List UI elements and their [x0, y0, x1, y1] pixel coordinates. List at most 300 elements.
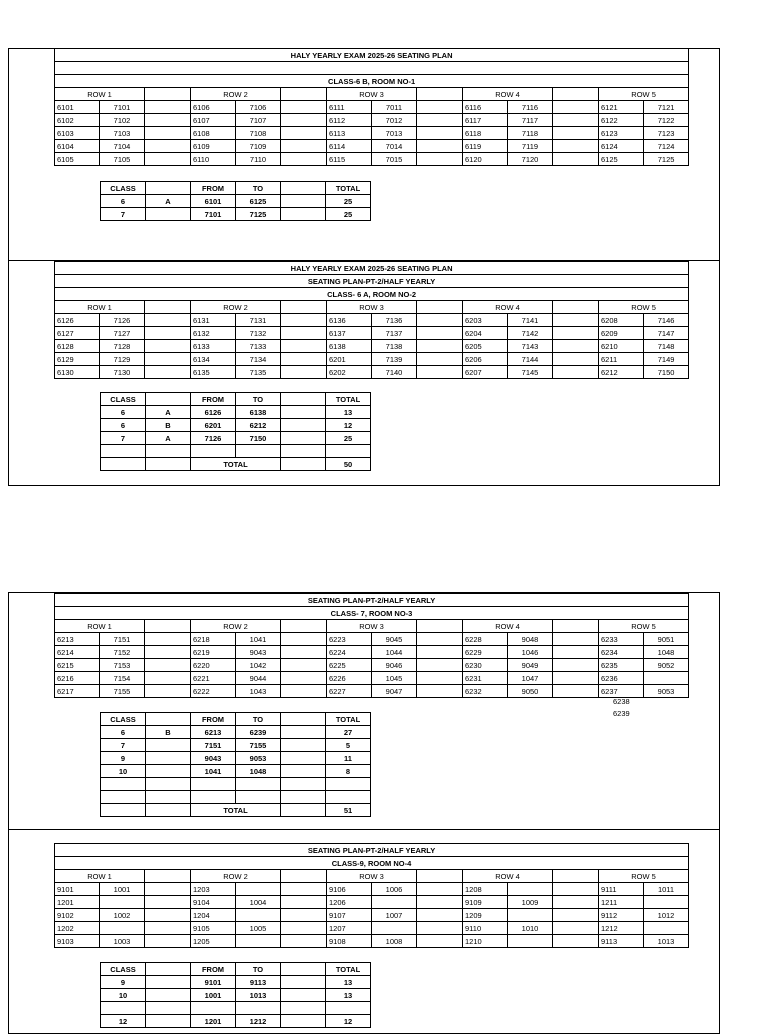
seat-cell: 6234	[599, 646, 644, 659]
summary-cell: 13	[326, 406, 371, 419]
seat-cell	[281, 646, 327, 659]
summary-header	[101, 182, 371, 195]
seat-cell	[553, 327, 599, 340]
seat-cell	[417, 685, 463, 698]
summary-cell	[281, 406, 326, 419]
summary-header-cell	[281, 393, 326, 406]
summary-row	[101, 208, 371, 221]
summary-cell: 6138	[236, 406, 281, 419]
seat-cell: 6208	[599, 314, 644, 327]
plan-title: CLASS- 7, ROOM NO-3	[55, 607, 689, 620]
gap-cell	[281, 88, 327, 101]
seat-cell	[417, 659, 463, 672]
seat-cell: 7131	[236, 314, 281, 327]
seat-cell: 6108	[191, 127, 236, 140]
summary-table	[100, 962, 371, 1028]
seat-cell: 6224	[327, 646, 372, 659]
seat-cell: 7133	[236, 340, 281, 353]
seat-cell: 6206	[463, 353, 508, 366]
summary-total-label: TOTAL	[191, 458, 281, 471]
seat-cell: 7136	[372, 314, 417, 327]
summary-cell: 10	[101, 989, 146, 1002]
summary-cell	[236, 778, 281, 791]
seat-cell: 1045	[372, 672, 417, 685]
plan-title: SEATING PLAN-PT-2/HALF YEARLY	[55, 275, 689, 288]
seat-cell	[417, 646, 463, 659]
seat-cell: 6110	[191, 153, 236, 166]
seat-cell: 7126	[100, 314, 145, 327]
seat-cell	[145, 935, 191, 948]
seat-row	[55, 127, 689, 140]
seat-cell: 1001	[100, 883, 145, 896]
seat-cell: 7127	[100, 327, 145, 340]
seat-cell: 9111	[599, 883, 644, 896]
gap-cell	[281, 870, 327, 883]
row-header: ROW 4	[463, 301, 553, 314]
summary-row	[101, 989, 371, 1002]
seat-cell: 6106	[191, 101, 236, 114]
seat-cell	[553, 935, 599, 948]
summary-cell: 6101	[191, 195, 236, 208]
seat-cell: 9045	[372, 633, 417, 646]
summary-row	[101, 752, 371, 765]
seat-cell: 6126	[55, 314, 100, 327]
plan-title-row	[55, 607, 689, 620]
seat-cell: 7108	[236, 127, 281, 140]
summary-header-cell	[146, 182, 191, 195]
seat-cell: 7109	[236, 140, 281, 153]
summary-cell: 7	[101, 739, 146, 752]
row-header: ROW 3	[327, 870, 417, 883]
plan-title-row	[55, 49, 689, 62]
seat-cell	[553, 633, 599, 646]
summary-header-cell: CLASS	[101, 963, 146, 976]
seat-cell: 7146	[644, 314, 689, 327]
seat-cell: 7130	[100, 366, 145, 379]
summary-row	[101, 432, 371, 445]
summary-cell: 7126	[191, 432, 236, 445]
seat-row	[55, 685, 689, 698]
seat-cell	[553, 153, 599, 166]
seat-cell: 7120	[508, 153, 553, 166]
seat-cell	[417, 140, 463, 153]
seat-row	[55, 101, 689, 114]
summary-cell	[191, 1002, 236, 1015]
seat-cell	[145, 140, 191, 153]
row-header: ROW 2	[191, 870, 281, 883]
seat-cell	[236, 883, 281, 896]
seat-cell: 7155	[100, 685, 145, 698]
seat-cell: 1043	[236, 685, 281, 698]
summary-cell	[236, 1002, 281, 1015]
seat-cell: 7116	[508, 101, 553, 114]
row-header: ROW 2	[191, 301, 281, 314]
seat-cell	[417, 922, 463, 935]
seat-cell	[553, 883, 599, 896]
seat-row	[55, 646, 689, 659]
seat-cell	[553, 646, 599, 659]
summary-cell: 9	[101, 976, 146, 989]
seat-cell: 7141	[508, 314, 553, 327]
seat-cell: 7144	[508, 353, 553, 366]
seat-cell	[417, 153, 463, 166]
row-header-line	[55, 870, 689, 883]
seat-cell	[281, 672, 327, 685]
summary-cell	[281, 419, 326, 432]
seat-cell: 7013	[372, 127, 417, 140]
seat-cell	[145, 922, 191, 935]
seat-cell	[281, 101, 327, 114]
seat-cell: 1204	[191, 909, 236, 922]
summary-cell	[101, 445, 146, 458]
summary-cell: A	[146, 195, 191, 208]
summary-cell: 9	[101, 752, 146, 765]
seat-cell	[417, 896, 463, 909]
summary-row	[101, 1015, 371, 1028]
seat-cell: 6132	[191, 327, 236, 340]
row-header: ROW 2	[191, 620, 281, 633]
row-header: ROW 5	[599, 620, 689, 633]
summary-row	[101, 406, 371, 419]
seat-cell	[553, 672, 599, 685]
seat-cell: 7106	[236, 101, 281, 114]
seat-cell	[145, 883, 191, 896]
seat-cell: 6117	[463, 114, 508, 127]
seat-cell: 1211	[599, 896, 644, 909]
seat-cell: 6118	[463, 127, 508, 140]
seat-cell	[145, 101, 191, 114]
seat-cell: 6229	[463, 646, 508, 659]
seat-cell: 6207	[463, 366, 508, 379]
summary-cell: 9101	[191, 976, 236, 989]
seat-cell: 6220	[191, 659, 236, 672]
seat-cell: 6107	[191, 114, 236, 127]
row-header-line	[55, 88, 689, 101]
seat-cell: 6222	[191, 685, 236, 698]
seat-cell: 6115	[327, 153, 372, 166]
seat-cell	[553, 896, 599, 909]
seat-cell: 7128	[100, 340, 145, 353]
seat-cell: 7121	[644, 101, 689, 114]
summary-cell	[146, 778, 191, 791]
seat-cell: 9051	[644, 633, 689, 646]
seat-cell: 9107	[327, 909, 372, 922]
seat-cell: 6217	[55, 685, 100, 698]
summary-total-row	[101, 804, 371, 817]
seat-row	[55, 340, 689, 353]
seat-cell	[145, 633, 191, 646]
summary-cell: 1041	[191, 765, 236, 778]
seat-cell: 6226	[327, 672, 372, 685]
seat-cell: 6130	[55, 366, 100, 379]
seat-cell: 7142	[508, 327, 553, 340]
seat-cell: 7132	[236, 327, 281, 340]
seat-cell	[644, 922, 689, 935]
summary-cell: 12	[101, 1015, 146, 1028]
seat-cell: 6135	[191, 366, 236, 379]
summary-cell	[281, 765, 326, 778]
seat-cell: 6231	[463, 672, 508, 685]
seat-cell: 6210	[599, 340, 644, 353]
seat-cell	[508, 883, 553, 896]
row-header: ROW 1	[55, 870, 145, 883]
summary-cell: 1013	[236, 989, 281, 1002]
seat-cell	[417, 327, 463, 340]
seat-cell: 1007	[372, 909, 417, 922]
seat-row	[55, 935, 689, 948]
summary-cell: 12	[326, 419, 371, 432]
seat-cell: 7150	[644, 366, 689, 379]
seat-cell	[145, 646, 191, 659]
seat-cell	[508, 909, 553, 922]
seat-row	[55, 672, 689, 685]
seat-cell	[145, 353, 191, 366]
summary-cell: 11	[326, 752, 371, 765]
seat-cell	[417, 633, 463, 646]
seat-cell	[644, 896, 689, 909]
seat-cell: 1202	[55, 922, 100, 935]
seat-cell: 7105	[100, 153, 145, 166]
seat-cell	[281, 909, 327, 922]
seat-cell	[145, 327, 191, 340]
summary-cell: 7125	[236, 208, 281, 221]
summary-table	[100, 181, 371, 221]
seat-cell: 6104	[55, 140, 100, 153]
row-header: ROW 1	[55, 301, 145, 314]
seat-cell: 1206	[327, 896, 372, 909]
summary-cell	[281, 739, 326, 752]
plan-title-row	[55, 75, 689, 88]
seat-cell: 7011	[372, 101, 417, 114]
seat-cell	[281, 340, 327, 353]
gap-cell	[145, 301, 191, 314]
summary-cell: 1201	[191, 1015, 236, 1028]
seat-row	[55, 883, 689, 896]
summary-cell: 25	[326, 208, 371, 221]
seat-cell: 6204	[463, 327, 508, 340]
seat-cell	[281, 114, 327, 127]
summary-row	[101, 726, 371, 739]
seating-grid	[54, 48, 689, 166]
seat-cell: 6133	[191, 340, 236, 353]
summary-cell	[281, 1015, 326, 1028]
seat-cell: 6131	[191, 314, 236, 327]
gap-cell	[281, 301, 327, 314]
seat-cell: 7124	[644, 140, 689, 153]
summary-cell: 13	[326, 989, 371, 1002]
row-header: ROW 3	[327, 88, 417, 101]
seat-cell: 7123	[644, 127, 689, 140]
summary-cell: 7	[101, 208, 146, 221]
summary-header-cell: TO	[236, 963, 281, 976]
summary-cell	[281, 989, 326, 1002]
summary-header-cell: FROM	[191, 393, 236, 406]
row-header: ROW 3	[327, 620, 417, 633]
seat-row	[55, 633, 689, 646]
seat-cell: 9052	[644, 659, 689, 672]
plan-title-row	[55, 275, 689, 288]
seat-cell: 1046	[508, 646, 553, 659]
seat-cell: 9050	[508, 685, 553, 698]
summary-cell	[236, 445, 281, 458]
summary-cell	[101, 778, 146, 791]
seat-cell: 6218	[191, 633, 236, 646]
summary-cell	[146, 1015, 191, 1028]
seat-cell	[553, 127, 599, 140]
seat-row	[55, 896, 689, 909]
summary-cell	[146, 976, 191, 989]
seat-cell: 1002	[100, 909, 145, 922]
seat-cell: 6120	[463, 153, 508, 166]
summary-cell: 25	[326, 432, 371, 445]
extra-seat: 6239	[613, 709, 630, 718]
summary-cell	[281, 195, 326, 208]
gap-cell	[553, 88, 599, 101]
summary-cell	[101, 791, 146, 804]
seat-cell: 7117	[508, 114, 553, 127]
plan-title	[55, 62, 689, 75]
seat-row	[55, 659, 689, 672]
seat-cell: 1003	[100, 935, 145, 948]
seat-cell: 6112	[327, 114, 372, 127]
summary-header-cell	[146, 713, 191, 726]
seat-cell: 6230	[463, 659, 508, 672]
summary-header	[101, 713, 371, 726]
summary-cell: 7	[101, 432, 146, 445]
seat-cell	[281, 633, 327, 646]
plan-title: SEATING PLAN-PT-2/HALF YEARLY	[55, 844, 689, 857]
seat-cell: 6136	[327, 314, 372, 327]
seat-cell	[508, 935, 553, 948]
summary-row	[101, 419, 371, 432]
row-header: ROW 5	[599, 88, 689, 101]
gap-cell	[553, 620, 599, 633]
seat-cell: 6109	[191, 140, 236, 153]
summary-header-cell: CLASS	[101, 182, 146, 195]
summary-cell: 6201	[191, 419, 236, 432]
seat-cell: 1210	[463, 935, 508, 948]
summary-header	[101, 393, 371, 406]
seat-cell: 6127	[55, 327, 100, 340]
plan-title: HALY YEARLY EXAM 2025-26 SEATING PLAN	[55, 262, 689, 275]
summary-cell: 12	[326, 1015, 371, 1028]
seat-cell: 6138	[327, 340, 372, 353]
seat-row	[55, 153, 689, 166]
seat-row	[55, 353, 689, 366]
seat-cell: 6125	[599, 153, 644, 166]
seat-cell: 6235	[599, 659, 644, 672]
summary-header-cell: TOTAL	[326, 393, 371, 406]
seat-cell	[145, 672, 191, 685]
plan-title-row	[55, 288, 689, 301]
row-header: ROW 3	[327, 301, 417, 314]
seat-row	[55, 140, 689, 153]
summary-cell: 25	[326, 195, 371, 208]
seat-cell	[553, 114, 599, 127]
seat-cell: 7140	[372, 366, 417, 379]
seat-cell: 1044	[372, 646, 417, 659]
seat-cell: 6221	[191, 672, 236, 685]
summary-cell: B	[146, 419, 191, 432]
seat-cell: 1207	[327, 922, 372, 935]
seat-cell: 6123	[599, 127, 644, 140]
summary-cell: 1001	[191, 989, 236, 1002]
seat-cell: 9105	[191, 922, 236, 935]
summary-cell	[146, 765, 191, 778]
seat-cell: 6102	[55, 114, 100, 127]
seat-cell	[372, 922, 417, 935]
seat-cell: 9049	[508, 659, 553, 672]
seat-cell: 1205	[191, 935, 236, 948]
seat-cell: 9053	[644, 685, 689, 698]
summary-row	[101, 791, 371, 804]
seat-cell	[553, 314, 599, 327]
seat-cell: 1047	[508, 672, 553, 685]
seat-cell: 6216	[55, 672, 100, 685]
summary-cell	[281, 208, 326, 221]
summary-cell: 10	[101, 765, 146, 778]
summary-header-cell	[146, 963, 191, 976]
seat-cell: 6121	[599, 101, 644, 114]
summary-cell: 1048	[236, 765, 281, 778]
seat-cell: 7012	[372, 114, 417, 127]
seat-cell: 7152	[100, 646, 145, 659]
seat-cell: 7101	[100, 101, 145, 114]
seat-cell	[417, 935, 463, 948]
seat-cell: 6212	[599, 366, 644, 379]
plan-title: CLASS- 6 A, ROOM NO-2	[55, 288, 689, 301]
seat-cell: 9044	[236, 672, 281, 685]
summary-cell: 8	[326, 765, 371, 778]
row-header: ROW 5	[599, 301, 689, 314]
seat-cell: 9046	[372, 659, 417, 672]
seat-cell: 7014	[372, 140, 417, 153]
seat-cell: 1013	[644, 935, 689, 948]
summary-cell	[191, 791, 236, 804]
summary-total-value: 51	[326, 804, 371, 817]
summary-row	[101, 1002, 371, 1015]
summary-header-cell: FROM	[191, 963, 236, 976]
seat-cell: 9112	[599, 909, 644, 922]
summary-cell: 6125	[236, 195, 281, 208]
seat-cell: 7102	[100, 114, 145, 127]
seat-row	[55, 114, 689, 127]
summary-cell: A	[146, 432, 191, 445]
summary-cell	[146, 208, 191, 221]
seat-cell: 7154	[100, 672, 145, 685]
row-header: ROW 5	[599, 870, 689, 883]
plan-title-row	[55, 62, 689, 75]
summary-header-cell: CLASS	[101, 393, 146, 406]
seat-cell: 9103	[55, 935, 100, 948]
summary-cell	[146, 804, 191, 817]
seat-cell: 6111	[327, 101, 372, 114]
summary-header-cell: TO	[236, 713, 281, 726]
seat-cell	[417, 314, 463, 327]
seat-cell: 1042	[236, 659, 281, 672]
summary-header-cell: TOTAL	[326, 963, 371, 976]
gap-cell	[145, 620, 191, 633]
summary-cell	[146, 458, 191, 471]
summary-cell: B	[146, 726, 191, 739]
seat-row	[55, 366, 689, 379]
seat-cell	[281, 140, 327, 153]
summary-cell	[326, 791, 371, 804]
seat-cell: 9109	[463, 896, 508, 909]
summary-cell	[101, 804, 146, 817]
seat-cell: 7135	[236, 366, 281, 379]
seat-cell: 7110	[236, 153, 281, 166]
